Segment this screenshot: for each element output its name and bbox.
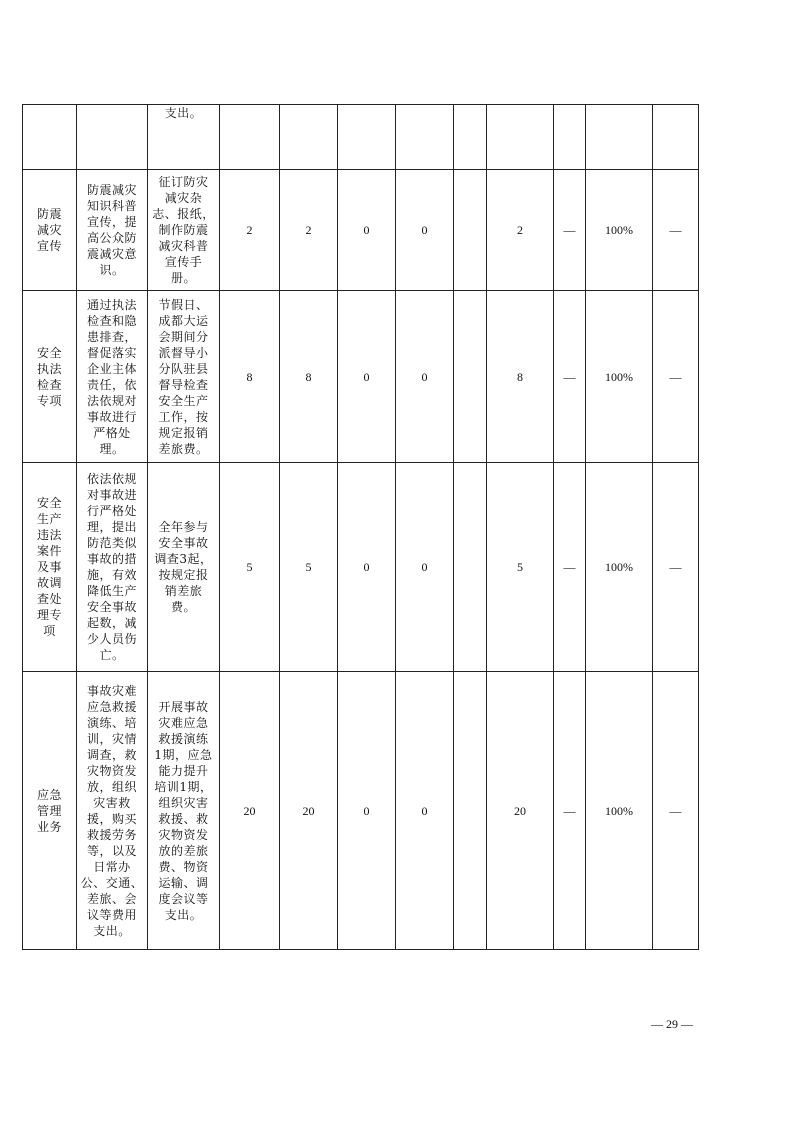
value-cell: —: [554, 672, 586, 950]
value-cell: [554, 105, 586, 170]
page-number: — 29 —: [651, 1017, 693, 1031]
value-cell: 0: [338, 170, 396, 291]
value-cell: 5: [220, 463, 280, 672]
value-cell: —: [554, 463, 586, 672]
value-cell: [586, 105, 653, 170]
project-name-cell: [23, 105, 77, 170]
goal-cell: [77, 105, 148, 170]
table-row: [23, 672, 699, 950]
description-cell: 节假日、 成都大运 会期间分 派督导小 分队驻县 督导检查 安全生产 工作，按 规定报销 差旅费。: [148, 291, 220, 463]
value-cell: 8: [280, 291, 338, 463]
value-cell: 0: [338, 291, 396, 463]
value-cell: 5: [280, 463, 338, 672]
value-cell: 0: [396, 672, 454, 950]
value-cell: 2: [487, 170, 554, 291]
value-cell: 2: [280, 170, 338, 291]
value-cell: 5: [487, 463, 554, 672]
value-cell: 100%: [586, 170, 653, 291]
table-row: [23, 463, 699, 672]
table-row: [23, 170, 699, 291]
value-cell: 100%: [586, 672, 653, 950]
value-cell: —: [653, 672, 699, 950]
goal-cell: 事故灾难 应急救援 演练、培 训，灾情 调查，救 灾物资发 放，组织 灾害救 援，购买 救援劳务 等，以及 日常办 公、交通、 差旅、会 议等费用 支出。: [77, 672, 148, 950]
value-cell: 20: [280, 672, 338, 950]
project-name-cell: 安全 生产 违法 案件 及事 故调 查处 理专 项: [23, 463, 77, 672]
value-cell: 100%: [586, 291, 653, 463]
value-cell: 8: [487, 291, 554, 463]
budget-performance-table: [22, 104, 699, 950]
project-name-cell: 应急 管理 业务: [23, 672, 77, 950]
value-cell: 0: [396, 463, 454, 672]
value-cell: [454, 291, 487, 463]
value-cell: [454, 463, 487, 672]
value-cell: —: [653, 291, 699, 463]
table-row: [23, 105, 699, 170]
table-row: [23, 291, 699, 463]
project-name-cell: 防震 减灾 宣传: [23, 170, 77, 291]
value-cell: —: [653, 170, 699, 291]
goal-cell: 通过执法 检查和隐 患排查， 督促落实 企业主体 责任，依 法依规对 事故进行 严格处 理。: [77, 291, 148, 463]
goal-cell: 防震减灾 知识科普 宣传，提 高公众防 震减灾意 识。: [77, 170, 148, 291]
description-cell: 全年参与 安全事故 调查3起， 按规定报 销差旅 费。: [148, 463, 220, 672]
description-cell: 开展事故 灾难应急 救援演练 1期，应急 能力提升 培训1期， 组织灾害 救援、救 灾物资发 放的差旅 费、物资 运输、调 度会议等 支出。: [148, 672, 220, 950]
value-cell: 2: [220, 170, 280, 291]
value-cell: —: [554, 170, 586, 291]
value-cell: —: [653, 463, 699, 672]
value-cell: —: [554, 291, 586, 463]
goal-cell: 依法依规 对事故进 行严格处 理，提出 防范类似 事故的措 施，有效 降低生产 安全事故 起数，减 少人员伤 亡。: [77, 463, 148, 672]
value-cell: 0: [338, 672, 396, 950]
value-cell: [338, 105, 396, 170]
description-cell: 支出。: [148, 105, 220, 170]
project-name-cell: 安全 执法 检查 专项: [23, 291, 77, 463]
value-cell: 20: [487, 672, 554, 950]
value-cell: [454, 170, 487, 291]
value-cell: [280, 105, 338, 170]
description-cell: 征订防灾 减灾杂 志、报纸， 制作防震 减灾科普 宣传手 册。: [148, 170, 220, 291]
value-cell: [454, 105, 487, 170]
value-cell: 20: [220, 672, 280, 950]
value-cell: 100%: [586, 463, 653, 672]
value-cell: 0: [396, 291, 454, 463]
value-cell: [653, 105, 699, 170]
value-cell: 8: [220, 291, 280, 463]
value-cell: [220, 105, 280, 170]
value-cell: 0: [338, 463, 396, 672]
value-cell: [396, 105, 454, 170]
value-cell: [487, 105, 554, 170]
value-cell: [454, 672, 487, 950]
value-cell: 0: [396, 170, 454, 291]
